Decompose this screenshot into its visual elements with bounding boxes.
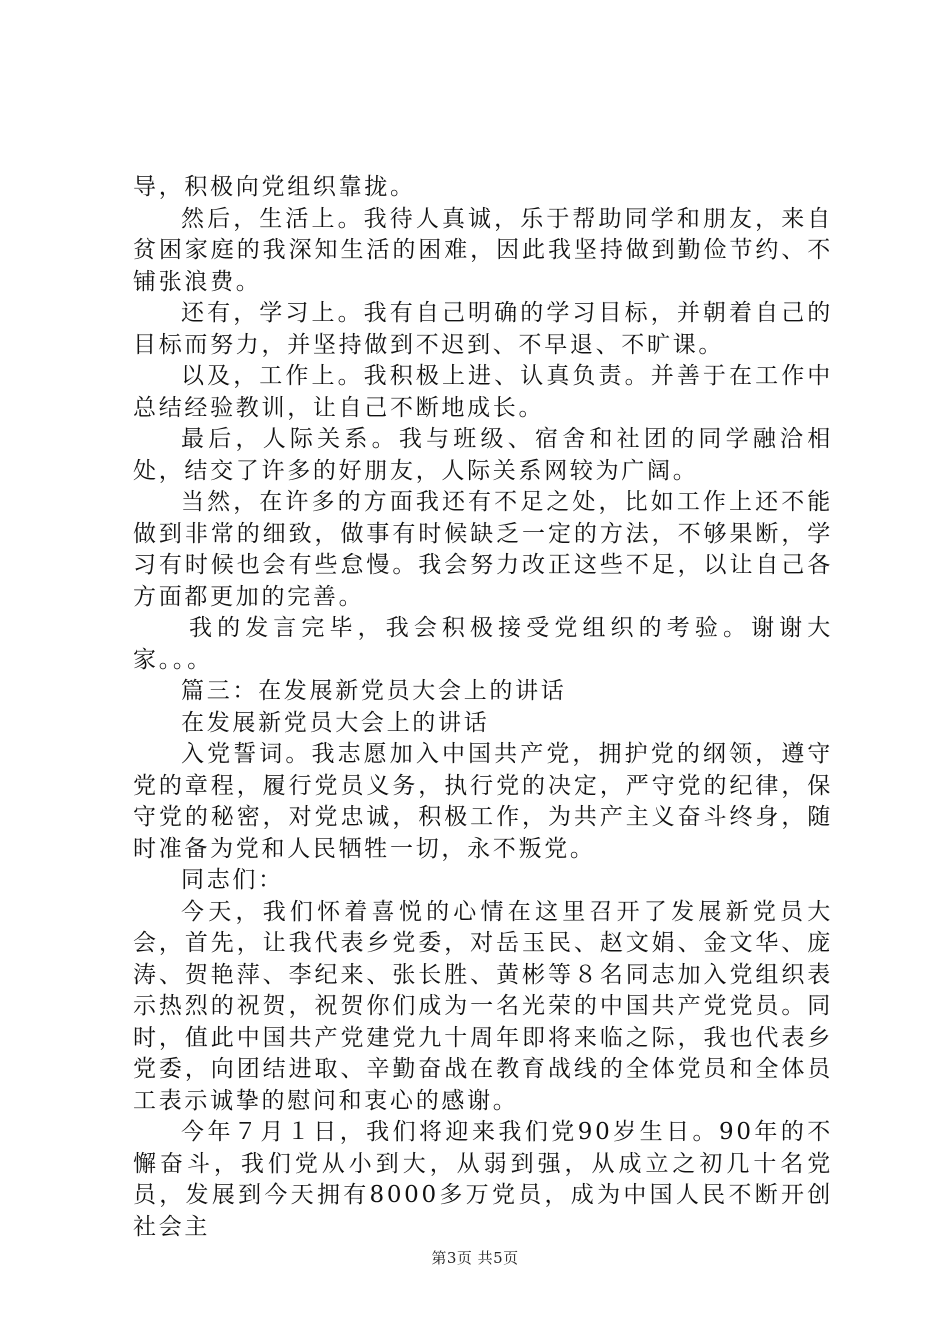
paragraph-continuation: 导，积极向党组织靠拢。 [133,174,416,200]
section-heading: 篇三：在发展新党员大会上的讲话 [181,678,567,704]
paragraph-oath: 入党誓词。我志愿加入中国共产党，拥护党的纲领，遵守党的章程，履行党员义务，执行党的决定，严守党的纪律，保守党的秘密，对党忠诚，积极工作，为共产主义奋斗终身，随时准备为党和人民牺牲一切，永不叛党。 [133,741,833,862]
paragraph-salutation: 同志们： [181,867,284,893]
paragraph-work: 以及，工作上。我积极上进、认真负责。并善于在工作中总结经验教训，让自己不断地成长。 [133,363,833,421]
paragraph-anniversary: 今年７月１日，我们将迎来我们党90岁生日。90年的不懈奋斗，我们党从小到大，从弱到强，从成立之初几十名党员，发展到今天拥有8000多万党员，成为中国人民不断开创社会主 [133,1119,833,1240]
paragraph-shortcomings: 当然，在许多的方面我还有不足之处，比如工作上还不能做到非常的细致，做事有时候缺乏一定的方法，不够果断，学习有时候也会有些怠慢。我会努力改正这些不足，以让自己各方面都更加的完善。 [133,489,833,610]
paragraph-relationships: 最后，人际关系。我与班级、宿舍和社团的同学融洽相处，结交了许多的好朋友，人际关系网较为广阔。 [133,426,833,484]
paragraph-closing: 我的发言完毕，我会积极接受党组织的考验。谢谢大家。。。 [133,615,833,673]
document-body [133,172,833,1243]
paragraph-life: 然后，生活上。我待人真诚，乐于帮助同学和朋友，来自贫困家庭的我深知生活的困难，因此我坚持做到勤俭节约、不铺张浪费。 [133,205,833,295]
paragraph-study: 还有，学习上。我有自己明确的学习目标，并朝着自己的目标而努力，并坚持做到不迟到、不早退、不旷课。 [133,300,833,358]
section-subtitle: 在发展新党员大会上的讲话 [181,709,490,736]
paragraph-congratulations: 今天，我们怀着喜悦的心情在这里召开了发展新党员大会，首先，让我代表乡党委，对岳玉民、赵文娟、金文华、庞涛、贺艳萍、李纪来、张长胜、黄彬等８名同志加入党组织表示热烈的祝贺，祝贺你们成为一名光荣的中国共产党党员。同时，值此中国共产党建党九十周年即将来临之际，我也代表乡党委，向团结进取、辛勤奋战在教育战线的全体党员和全体员工表示诚挚的慰问和衷心的感谢。 [133,898,833,1114]
page-number-footer: 第3页 共5页 [431,1249,519,1267]
